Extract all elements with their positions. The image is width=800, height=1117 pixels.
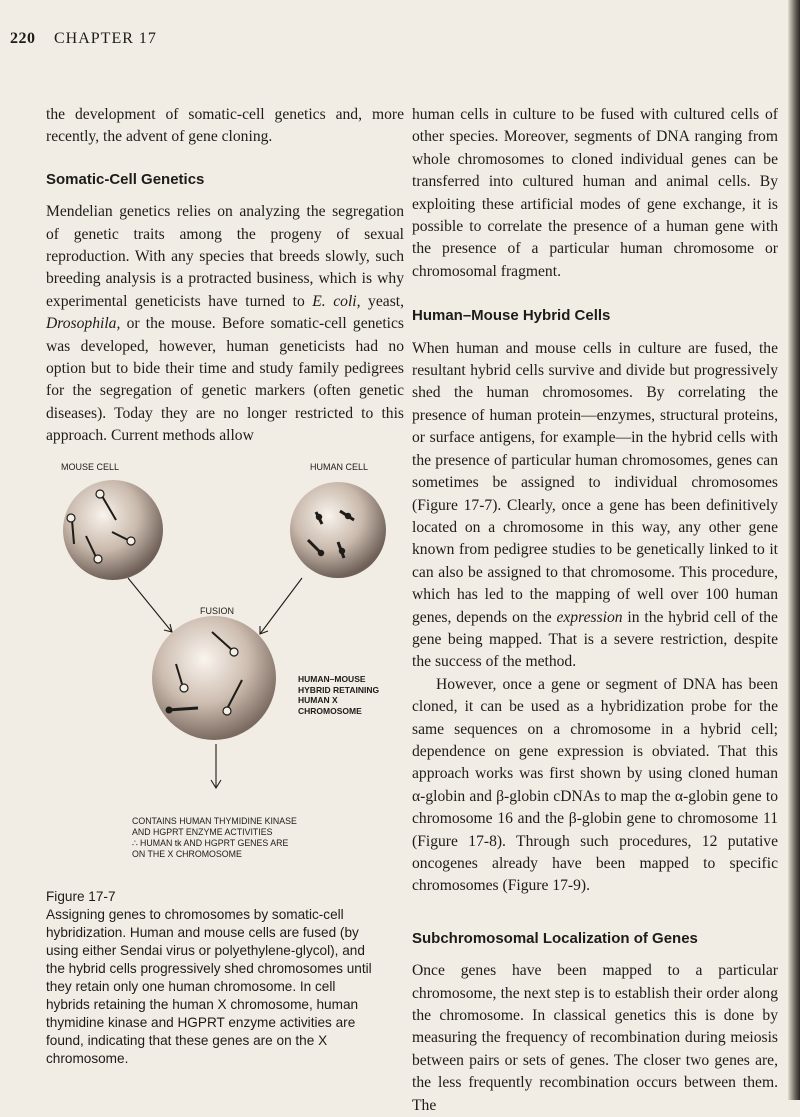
hybrid-label: HUMAN–MOUSE HYBRID RETAINING HUMAN X CHROMOSOME xyxy=(298,674,380,716)
left-column xyxy=(46,104,404,448)
mouse-cell xyxy=(63,480,163,580)
figure-17-7 xyxy=(56,460,396,870)
paragraph: Mendelian genetics relies on analyzing the segregation of genetic traits among the progeny of sexual reproduction. With any species that breeds slowly, such breeding analysis is a protracted business, which is why experimental geneticists have turned to E. coli, yeast, Drosophila, or the mouse. Before somatic-cell genetics was developed, however, human geneticists had no option but to bide their time and study family pedigrees for the segregation of genetic markers (often genetic diseases). Today they are no longer restricted to this approach. Current methods allow xyxy=(46,203,405,445)
chapter-title: CHAPTER 17 xyxy=(54,30,157,47)
result-label: CONTAINS HUMAN THYMIDINE KINASE AND HGPRT ENZYME ACTIVITIES ∴ HUMAN tk AND HGPRT GENES ARE ON THE X CHROMOSOME xyxy=(132,816,297,859)
caption-title: Figure 17-7 xyxy=(46,889,116,904)
page-number: 220 xyxy=(10,30,36,47)
right-column xyxy=(412,104,778,1117)
human-cell-label: HUMAN CELL xyxy=(310,462,369,472)
human-cell xyxy=(290,482,386,578)
mouse-cell-label: MOUSE CELL xyxy=(61,462,120,472)
paragraph: the development of somatic-cell genetics and, more recently, the advent of gene cloning. xyxy=(46,106,404,146)
caption-text: Assigning genes to chromosomes by somatic-cell hybridization. Human and mouse cells are fused (by using either Sendai virus or polyethylene-glycol), and the hybrid cells progressively shed chromosomes until they retain only one human chromosome. In cell hybrids retaining the human X chromosome, human thymidine kinase and HGPRT enzyme activities are found, indicating that these genes are on the X chromosome. xyxy=(46,907,372,1066)
section-heading: Subchromosomal Localization of Genes xyxy=(412,929,698,947)
page-header xyxy=(10,30,157,48)
figure-caption xyxy=(46,888,376,1068)
section-heading: Human–Mouse Hybrid Cells xyxy=(412,307,611,325)
paragraph: When human and mouse cells in culture are fused, the resultant hybrid cells survive and divide but progressively shed the human chromosomes. By correlating the presence of human protein—enzymes, structural proteins, or surface antigens, for example—in the hybrid cells with the presence of particular human chromosomes, genes can sometimes be assigned to individual chromosomes (Figure 17-7). Clearly, once a gene has been definitively located on a chromosome in this way, any other gene known from pedigree studies to be genetically linked to it can also be assigned to that chromosome. This procedure, which has led to the mapping of well over 100 human genes, depends on the expression in the hybrid cell of the gene being mapped. That is a severe restriction, despite the success of the method. xyxy=(412,339,778,671)
paragraph: human cells in culture to be fused with cultured cells of other species. Moreover, segments of DNA ranging from whole chromosomes to cloned individual genes can be transferred into cultured human and animal cells. By exploiting these artificial modes of gene exchange, it is possible to correlate the presence of a human gene with the presence of a particular human chromosome or chromosomal fragment. xyxy=(412,106,778,280)
fusion-diagram xyxy=(56,460,396,870)
result-arrow xyxy=(211,744,221,788)
paragraph: Once genes have been mapped to a particular chromosome, the next step is to establish their order along the chromosome. In classical genetics this is done by measuring the frequency of recombination during meiosis between pairs or sets of genes. The closer two genes are, the less frequently recombination occurs between them. The xyxy=(412,962,778,1114)
section-heading: Somatic-Cell Genetics xyxy=(46,170,205,188)
paragraph: However, once a gene or segment of DNA has been cloned, it can be used as a hybridization probe for the same sequences on a chromosome in a hybrid cell; dependence on gene expression is obviated. That this approach works was first shown by using cloned human α-globin and β-globin cDNAs to map the α-globin gene to chromosome 16 and the β-globin gene to chromosome 11 (Figure 17-8). Through such procedures, 12 putative oncogenes already have been mapped to specific chromosomes (Figure 17-9). xyxy=(412,675,778,895)
hybrid-cell xyxy=(152,616,276,740)
page-edge-shadow xyxy=(788,0,800,1100)
fusion-label: FUSION xyxy=(200,606,235,616)
